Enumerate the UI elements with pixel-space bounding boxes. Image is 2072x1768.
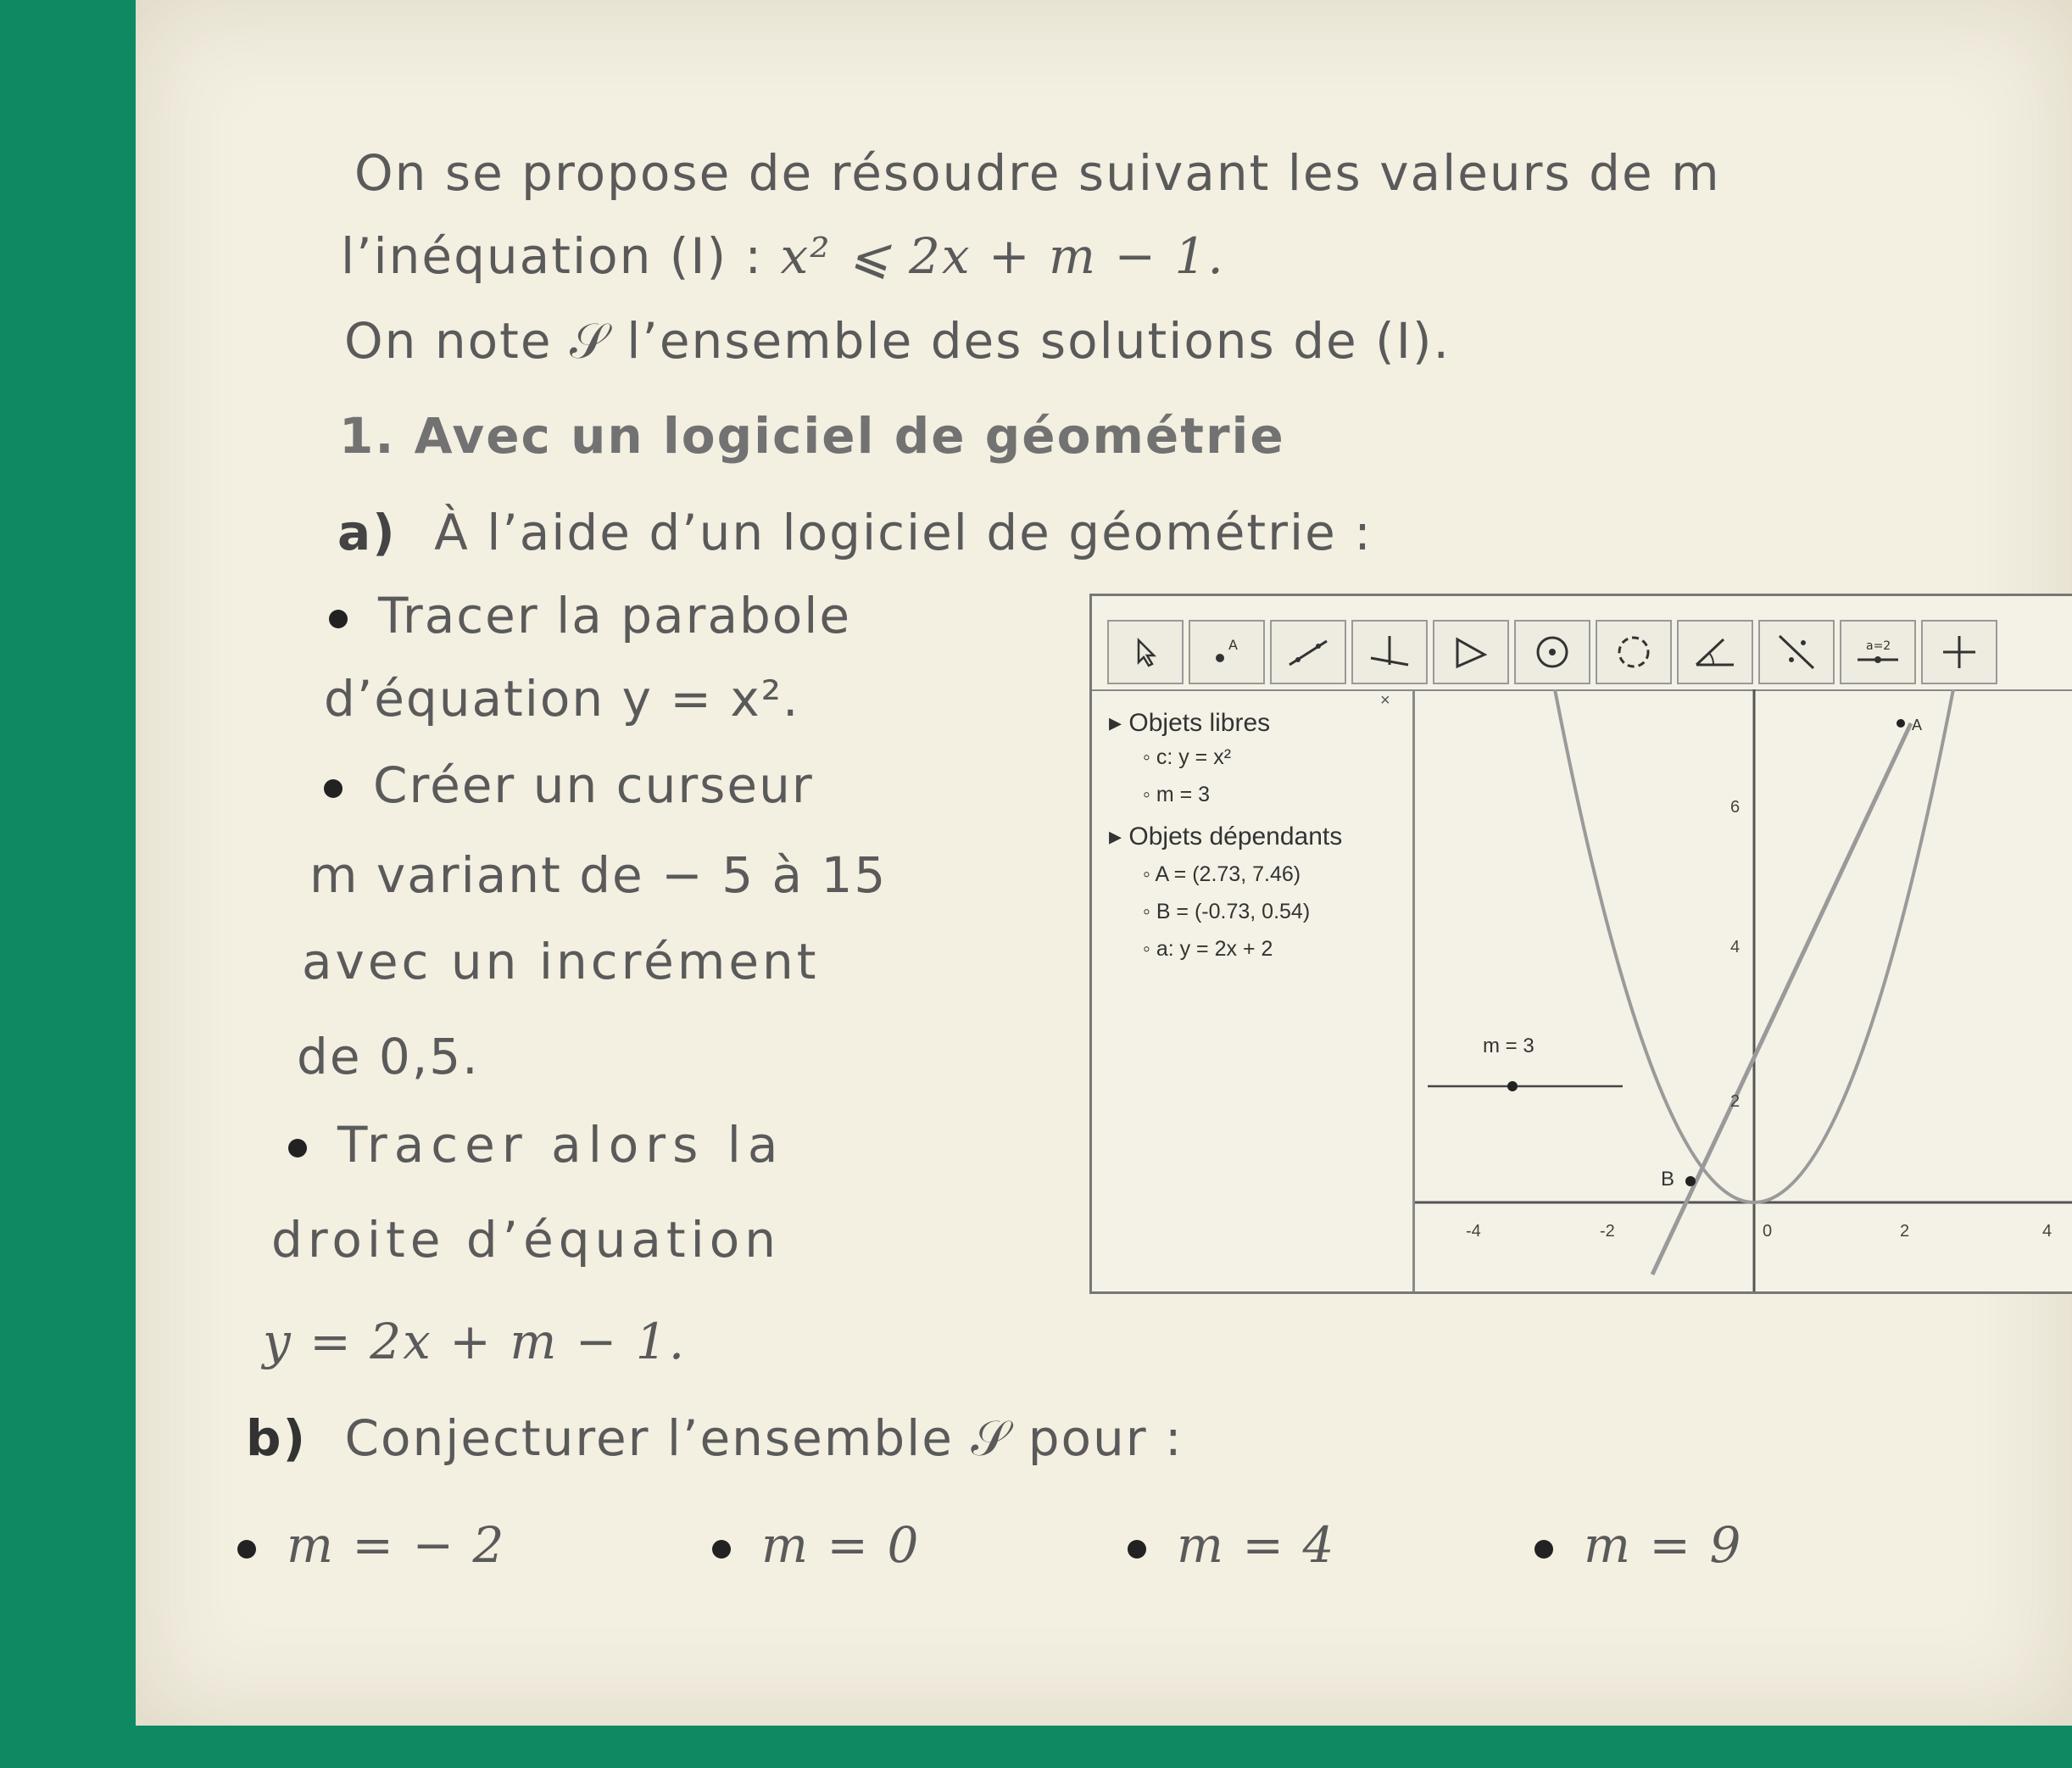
perpendicular-icon (1364, 631, 1415, 673)
item3-text: Tracer alors la (337, 1116, 785, 1174)
algebra-item-text: c: y = x² (1156, 745, 1232, 769)
x-tick-label: -2 (1600, 1222, 1615, 1241)
x-tick-label: -4 (1466, 1222, 1481, 1241)
item1-line1 (329, 587, 851, 644)
svg-text:A: A (1228, 637, 1238, 653)
item2-line2: m variant de − 5 à 15 (309, 846, 888, 904)
graphics-view[interactable] (1415, 689, 2072, 1291)
x-tick-label: 4 (2042, 1222, 2053, 1241)
intro-line-2 (341, 227, 1225, 285)
item1-line2: d’équation y = x². (324, 670, 800, 728)
algebra-item-point-a[interactable]: ◦ A = (2.73, 7.46) (1143, 862, 1301, 886)
case-m-minus-2 (237, 1516, 505, 1574)
circle-icon (1531, 631, 1573, 673)
y-tick-label: 6 (1730, 798, 1741, 817)
pointer-tool[interactable] (1107, 620, 1184, 684)
bullet-icon (288, 1139, 307, 1157)
point-b[interactable] (1685, 1176, 1696, 1186)
reflect-tool[interactable] (1758, 620, 1835, 684)
polygon-icon (1445, 631, 1496, 673)
bullet-icon (1128, 1540, 1146, 1559)
y-tick-label: 2 (1730, 1092, 1741, 1111)
move-view-icon (1938, 631, 1980, 673)
algebra-item-parabola[interactable]: ◦ c: y = x² (1143, 745, 1232, 769)
item3-line1 (288, 1116, 784, 1174)
dependent-header-text: Objets dépendants (1128, 823, 1343, 851)
point-a-label: A (1912, 717, 1923, 733)
conic-tool[interactable] (1596, 620, 1672, 684)
x-tick-label: 0 (1763, 1222, 1773, 1241)
perpendicular-tool[interactable] (1351, 620, 1428, 684)
conic-icon (1612, 631, 1655, 673)
y-tick-label: 4 (1730, 938, 1741, 957)
point-b-label: B (1661, 1168, 1675, 1191)
case-m-9 (1535, 1516, 1742, 1574)
item2-line1 (324, 756, 814, 814)
item2-line3: avec un incrément (302, 933, 820, 990)
part-b-heading (246, 1409, 1184, 1468)
bullet-icon (237, 1540, 256, 1559)
part-b-label: b) (246, 1409, 308, 1467)
part-a-text: À l’aide d’un logiciel de géométrie : (434, 504, 1373, 561)
textbook-page (136, 0, 2072, 1726)
part-a-heading (337, 504, 1373, 561)
bullet-icon (324, 779, 343, 798)
move-view-tool[interactable] (1921, 620, 1997, 684)
reflect-icon (1771, 631, 1822, 673)
algebra-item-point-b[interactable]: ◦ B = (-0.73, 0.54) (1143, 900, 1311, 923)
point-icon (1201, 631, 1252, 673)
bullet-icon (712, 1540, 731, 1559)
polygon-tool[interactable] (1433, 620, 1509, 684)
section-title: 1. Avec un logiciel de géométrie (339, 407, 1285, 465)
algebra-item-text: m = 3 (1156, 783, 1211, 806)
item2-line4: de 0,5. (297, 1028, 480, 1085)
case-m-0 (712, 1516, 920, 1574)
slider-knob[interactable] (1507, 1081, 1518, 1091)
algebra-item-line[interactable]: ◦ a: y = 2x + 2 (1143, 937, 1273, 961)
x-tick-label: 2 (1900, 1222, 1910, 1241)
angle-tool[interactable] (1677, 620, 1753, 684)
intro-line-2-prefix: l’inéquation (I) : (341, 227, 781, 285)
point-a[interactable] (1897, 719, 1905, 728)
algebra-item-text: A = (2.73, 7.46) (1155, 862, 1301, 886)
line-tool[interactable] (1270, 620, 1346, 684)
item3-line2: droite d’équation (271, 1211, 782, 1269)
pointer-icon (1128, 635, 1162, 669)
case-text: m = 9 (1584, 1516, 1743, 1574)
case-m-4 (1128, 1516, 1335, 1574)
intro-line-1: On se propose de résoudre suivant les valeurs de m (354, 144, 1721, 202)
inequation-formula: x² ⩽ 2x + m − 1. (780, 227, 1225, 285)
case-text: m = 0 (761, 1516, 921, 1574)
part-b-text: Conjecturer l’ensemble 𝒮 pour : (344, 1409, 1184, 1467)
slider-tool[interactable] (1840, 620, 1916, 684)
intro-line-3: On note 𝒮 l’ensemble des solutions de (I). (344, 312, 1451, 370)
bullet-icon (1535, 1540, 1553, 1559)
close-icon[interactable]: × (1380, 691, 1390, 710)
svg-text:a=2: a=2 (1866, 639, 1891, 653)
algebra-item-slider[interactable]: ◦ m = 3 (1143, 783, 1211, 806)
geogebra-toolbar (1092, 596, 2072, 691)
circle-tool[interactable] (1514, 620, 1590, 684)
item1-text: Tracer la parabole (378, 587, 852, 644)
point-tool[interactable] (1189, 620, 1265, 684)
part-a-label: a) (337, 504, 397, 561)
geogebra-window (1089, 594, 2072, 1294)
case-text: m = − 2 (287, 1516, 506, 1574)
dependent-objects-header[interactable]: ▸ Objets dépendants (1109, 823, 1343, 851)
free-objects-header[interactable]: ▸ Objets libres (1109, 709, 1271, 737)
bullet-icon (329, 610, 348, 628)
item3-line3: y = 2x + m − 1. (263, 1313, 687, 1370)
case-text: m = 4 (1177, 1516, 1336, 1574)
algebra-item-text: a: y = 2x + 2 (1156, 937, 1273, 961)
angle-icon (1690, 631, 1741, 673)
item2-text: Créer un curseur (373, 756, 814, 814)
free-header-text: Objets libres (1128, 709, 1271, 737)
algebra-item-text: B = (-0.73, 0.54) (1156, 900, 1311, 923)
slider-label: m = 3 (1483, 1035, 1535, 1057)
slider-icon (1852, 631, 1903, 673)
line-icon (1283, 631, 1334, 673)
algebra-view (1092, 689, 1415, 1291)
